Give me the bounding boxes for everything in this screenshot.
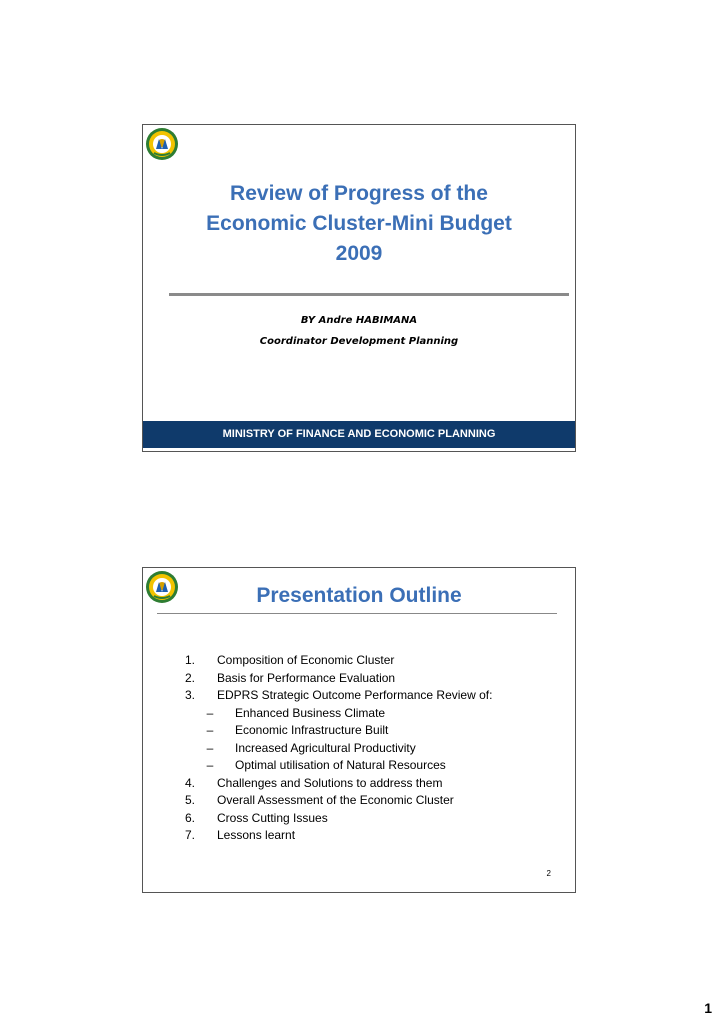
item-number: – [206,723,214,737]
presenter-role: Coordinator Development Planning [259,336,459,347]
item-number: 5. [185,793,196,807]
item-text: Challenges and Solutions to address them [217,775,443,790]
outline-item [185,792,492,810]
item-number: 6. [185,810,196,825]
item-text: EDPRS Strategic Outcome Performance Review of: [217,688,493,702]
outline-item [185,687,492,705]
item-text: Basis for Performance Evaluation [217,670,396,685]
item-number: 3. [185,688,196,702]
item-number: – [206,758,214,772]
item-number: 1. [185,653,196,667]
title-line: Economic Cluster-Mini Budget [206,212,512,235]
outline-subitem [185,757,492,775]
title-line: 2009 [335,242,383,265]
outline-item [185,670,492,688]
item-text: Composition of Economic Cluster [217,653,395,667]
item-text: Overall Assessment of the Economic Cluster [217,793,454,807]
item-number: – [206,740,214,755]
item-text: Optimal utilisation of Natural Resources [235,758,446,772]
divider [157,613,557,614]
item-number: 7. [185,828,196,842]
sheet-page-number: 1 [704,1000,712,1016]
item-text: Economic Infrastructure Built [235,723,389,737]
item-number: 2. [185,670,196,685]
outline-list [185,652,492,845]
slide-page-number: 2 [546,869,551,878]
slide-title: Presentation Outline [256,584,462,607]
outline-subitem [185,722,492,740]
item-text: Enhanced Business Climate [235,705,386,720]
item-text: Lessons learnt [217,828,296,842]
item-number: 4. [185,775,196,790]
ministry-footer: MINISTRY OF FINANCE AND ECONOMIC PLANNING [143,421,575,448]
outline-item [185,775,492,793]
outline-subitem [185,740,492,758]
divider [169,293,569,296]
outline-subitem [185,705,492,723]
slide-title [143,179,575,269]
item-text: Increased Agricultural Productivity [235,740,416,755]
item-text: Cross Cutting Issues [217,810,328,825]
national-emblem-icon [145,127,179,161]
presenter-name: BY Andre HABIMANA [300,315,418,326]
outline-slide [142,567,576,893]
title-slide [142,124,576,452]
outline-item [185,652,492,670]
item-number: – [206,705,214,720]
title-line: Review of Progress of the [230,182,488,205]
outline-item [185,827,492,845]
outline-item [185,810,492,828]
